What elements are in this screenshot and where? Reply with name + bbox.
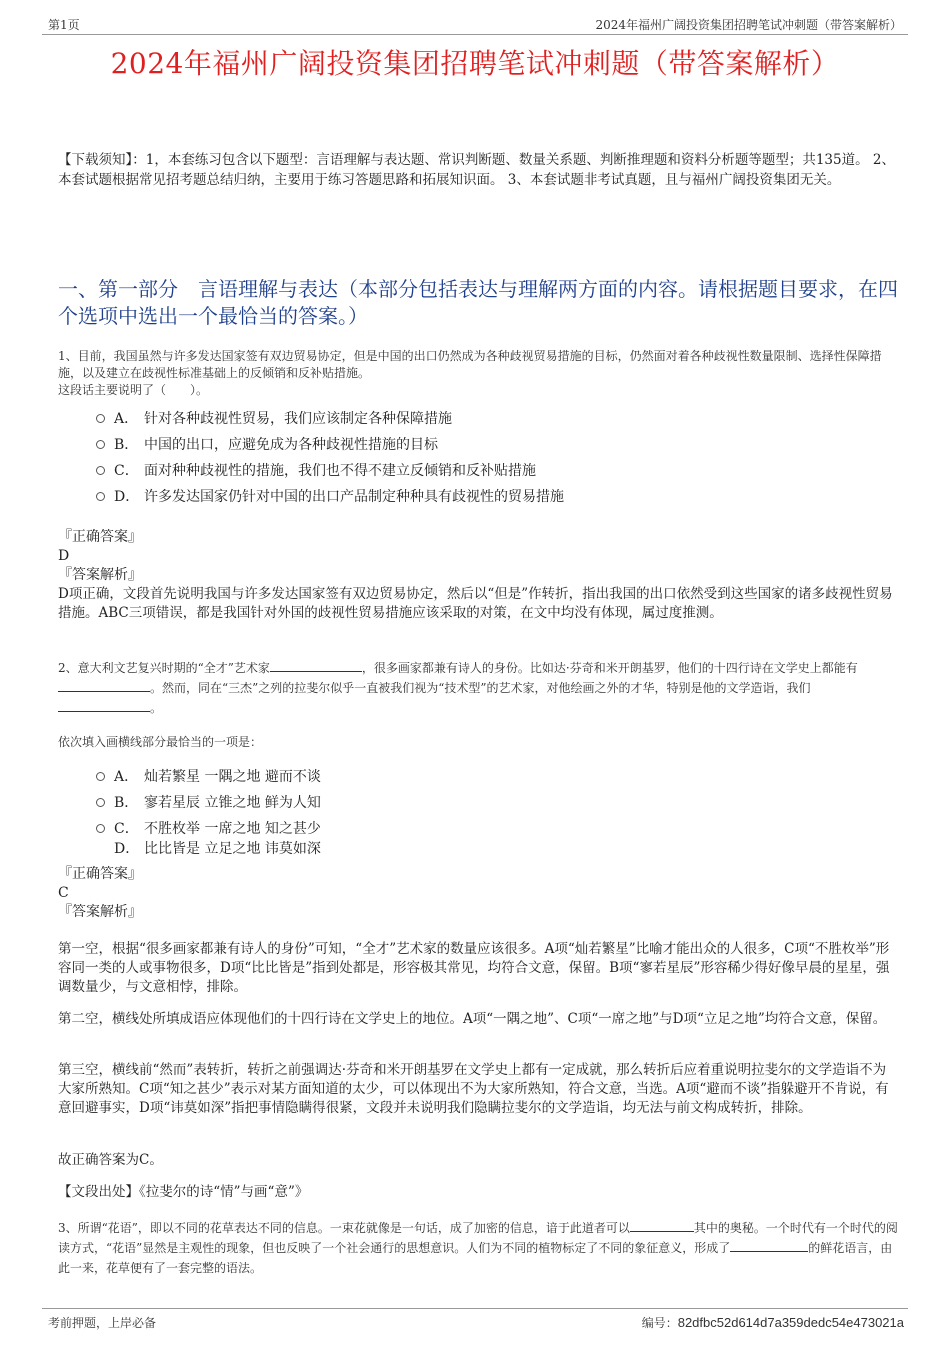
question-2-analysis-2: 第二空，横线处所填成语应体现他们的十四行诗在文学史上的地位。A项“一隅之地”、C项“一席之地”与D项“立足之地”均符合文意，保留。 [58, 1011, 887, 1027]
question-1-option-c[interactable]: C． 面对种种歧视性的措施，我们也不得不建立反倾销和反补贴措施 [96, 458, 898, 484]
radio-icon[interactable] [96, 466, 105, 475]
correct-answer-label: 『正确答案』 [58, 866, 142, 882]
question-2-option-d[interactable]: D． 比比皆是 立足之地 讳莫如深 [114, 841, 321, 857]
question-2-answer-block [58, 865, 898, 922]
question-2-options [96, 764, 898, 862]
page-header [42, 14, 908, 35]
question-1-option-d[interactable]: D． 许多发达国家仍针对中国的出口产品制定种种具有歧视性的贸易措施 [96, 484, 898, 510]
question-1-option-b[interactable]: B． 中国的出口，应避免成为各种歧视性措施的目标 [96, 432, 898, 458]
question-2-prompt: 依次填入画横线部分最恰当的一项是： [58, 735, 263, 749]
fill-blank-2[interactable] [58, 679, 150, 692]
fill-blank-1[interactable] [630, 1219, 694, 1232]
radio-icon[interactable] [96, 824, 105, 833]
document-id: 编号：82dfbc52d614d7a359dedc54e473021a [641, 1315, 904, 1330]
document-title: 2024年福州广阔投资集团招聘笔试冲刺题（带答案解析） [110, 47, 840, 80]
page-footer [42, 1308, 908, 1331]
question-1-text [58, 348, 898, 399]
question-2-analysis-1: 第一空，根据“很多画家都兼有诗人的身份”可知，“全才”艺术家的数量应该很多。A项“灿若繁星”比喻才能出众的人很多，C项“不胜枚举”形容同一类的人或事物很多，D项“比比皆是”指到处都是，形容极其常见，均符合文意，保留。B项“寥若星辰”形容稀少得好像早晨的星星，强调数量少，与文意相悖，排除。 [58, 941, 890, 995]
footer-slogan: 考前押题，上岸必备 [48, 1316, 157, 1330]
question-2-option-b[interactable]: B． 寥若星辰 立锥之地 鲜为人知 [96, 790, 898, 816]
question-2-source: 【文段出处】《拉斐尔的诗“情”与画“意”》 [58, 1184, 309, 1200]
question-3-text: 3、所谓“花语”，即以不同的花草表达不同的信息。一束花就像是一句话，成了加密的信息，谙于此道者可以 其中的奥秘。一个时代有一个时代的阅读方式，“花语”显然是主观性的现象，但也反映了一个社会通行的思想意识。人们为不同的植物标定了不同的象征意义，形成了 的鲜花语言，由此一来，花草便有了一套完整的语法。 [58, 1221, 898, 1275]
question-2-option-a[interactable]: A． 灿若繁星 一隅之地 避而不谈 [96, 764, 898, 790]
section-title: 一、第一部分 言语理解与表达（本部分包括表达与理解两方面的内容。请根据题目要求，在四个选项中选出一个最恰当的答案。） [58, 277, 898, 328]
fill-blank-2[interactable] [730, 1239, 808, 1252]
fill-blank-3[interactable] [58, 699, 150, 712]
question-2-answer: C [58, 885, 69, 901]
question-2-analysis-4: 故正确答案为C。 [58, 1152, 163, 1168]
question-1-option-a[interactable]: A． 针对各种歧视性贸易，我们应该制定各种保障措施 [96, 406, 898, 432]
page-number: 第1页 [48, 18, 80, 32]
fill-blank-1[interactable] [270, 659, 362, 672]
question-1-options [96, 406, 898, 510]
radio-icon[interactable] [96, 772, 105, 781]
analysis-label: 『答案解析』 [58, 567, 142, 583]
question-2-text: 2、意大利文艺复兴时期的“全才”艺术家 ，很多画家都兼有诗人的身份。比如达·芬奇和米开朗基罗，他们的十四行诗在文学史上都能有。然而，同在“三杰”之列的拉斐尔似乎一直被我们视为“技术型”的艺术家，对他绘画之外的才华，特别是他的文学造诣，我们。 [58, 661, 858, 715]
question-1-stem: 1、目前，我国虽然与许多发达国家签有双边贸易协定，但是中国的出口仍然成为各种歧视贸易措施的目标，仍然面对着各种歧视性数量限制、选择性保障措施，以及建立在歧视性标准基础上的反倾销和反补贴措施。 [58, 349, 882, 380]
download-notice: 【下载须知】：1，本套练习包含以下题型：言语理解与表达题、常识判断题、数量关系题、判断推理题和资料分析题等题型；共135道。 2、本套试题根据常见招考题总结归纳，主要用于练习答题思路和拓展知识面。 3、本套试题非考试真题，且与福州广阔投资集团无关。 [58, 152, 895, 188]
radio-icon[interactable] [96, 492, 105, 501]
radio-icon[interactable] [96, 798, 105, 807]
question-2-option-c[interactable]: C． 不胜枚举 一席之地 知之甚少 [96, 816, 898, 836]
question-1-answer-block [58, 528, 898, 623]
radio-icon[interactable] [96, 440, 105, 449]
question-1-analysis: D项正确，文段首先说明我国与许多发达国家签有双边贸易协定，然后以“但是”作转折，指出我国的出口依然受到这些国家的诸多歧视性贸易措施。ABC三项错误，都是我国针对外国的歧视性贸易措施应该采取的对策，在文中均没有体现，属过度推测。 [58, 586, 893, 621]
question-1-prompt: 这段话主要说明了（ ）。 [58, 383, 209, 397]
correct-answer-label: 『正确答案』 [58, 529, 142, 545]
header-doc-title: 2024年福州广阔投资集团招聘笔试冲刺题（带答案解析） [595, 18, 902, 32]
analysis-label: 『答案解析』 [58, 904, 142, 920]
question-2-analysis-3: 第三空，横线前“然而”表转折，转折之前强调达·芬奇和米开朗基罗在文学史上都有一定成就，那么转折后应着重说明拉斐尔的文学造诣不为大家所熟知。C项“知之甚少”表示对某方面知道的太少，可以体现出不为大家所熟知，符合文意，当选。A项“避而不谈”指躲避开不肯说，有意回避事实，D项“讳莫如深”指把事情隐瞒得很紧，文段并未说明我们隐瞒拉斐尔的文学造诣，均无法与前文构成转折，排除。 [58, 1062, 889, 1116]
radio-icon[interactable] [96, 414, 105, 423]
question-1-answer: D [58, 548, 70, 564]
